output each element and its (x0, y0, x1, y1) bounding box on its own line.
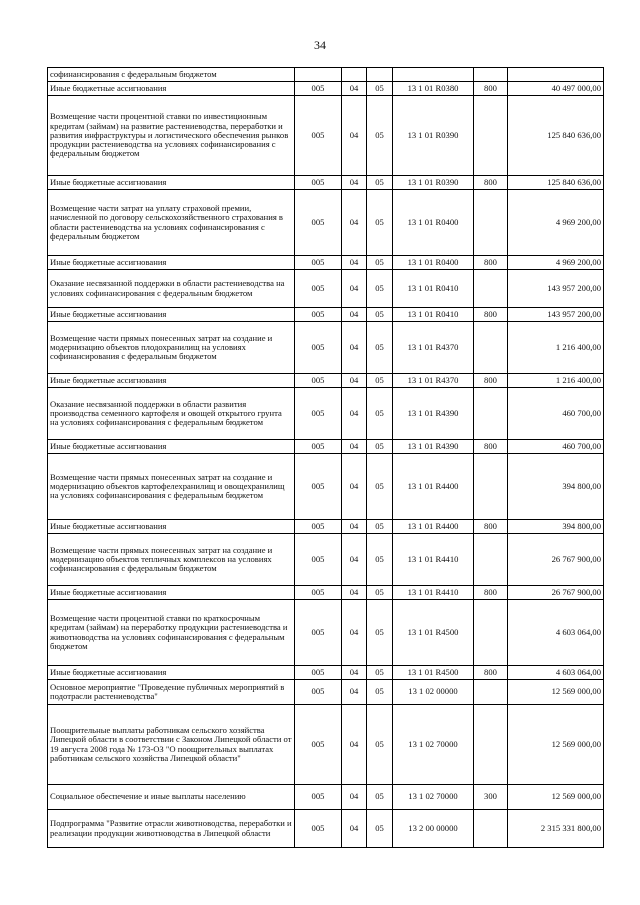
target-code-cell: 13 1 01 R0390 (393, 176, 474, 190)
expense-type-cell: 800 (474, 440, 508, 454)
target-code-cell: 13 1 02 70000 (393, 705, 474, 785)
row-name-cell: Поощрительные выплаты работникам сельского хозяйства Липецкой области в соответствии с Законом Липецкой области от 19 августа 2008 года № 173-ОЗ "О поощрительных выплатах работникам сельского хозяйства Липецкой области" (48, 705, 295, 785)
amount-cell: 4 969 200,00 (508, 256, 604, 270)
amount-cell: 1 216 400,00 (508, 322, 604, 374)
ministry-code-cell: 005 (295, 176, 342, 190)
ministry-code-cell: 005 (295, 810, 342, 848)
amount-cell: 2 315 331 800,00 (508, 810, 604, 848)
expense-type-cell: 800 (474, 374, 508, 388)
table-row (48, 454, 604, 520)
row-name-cell: Иные бюджетные ассигнования (48, 520, 295, 534)
section-code-cell (342, 68, 367, 82)
target-code-cell: 13 2 00 00000 (393, 810, 474, 848)
section-code-cell: 04 (342, 176, 367, 190)
target-code-cell: 13 1 01 R0380 (393, 82, 474, 96)
expense-type-cell (474, 534, 508, 586)
row-name-cell: Оказание несвязанной поддержки в области развития производства семенного картофеля и овощей открытого грунта на условиях софинансирования с федеральным бюджетом (48, 388, 295, 440)
row-name-cell: Иные бюджетные ассигнования (48, 176, 295, 190)
ministry-code-cell: 005 (295, 680, 342, 705)
ministry-code-cell: 005 (295, 440, 342, 454)
table-row (48, 810, 604, 848)
table-row (48, 322, 604, 374)
section-code-cell: 04 (342, 586, 367, 600)
table-row (48, 534, 604, 586)
expense-type-cell: 800 (474, 82, 508, 96)
row-name-cell: Возмещение части затрат на уплату страховой премии, начисленной по договору сельскохозяйственного страхования в области растениеводства на условиях софинансирования с федеральным бюджетом (48, 190, 295, 256)
subsection-code-cell (367, 68, 393, 82)
section-code-cell: 04 (342, 705, 367, 785)
ministry-code-cell: 005 (295, 520, 342, 534)
amount-cell: 460 700,00 (508, 388, 604, 440)
section-code-cell: 04 (342, 374, 367, 388)
expense-type-cell: 800 (474, 586, 508, 600)
expense-type-cell (474, 190, 508, 256)
ministry-code-cell: 005 (295, 96, 342, 176)
ministry-code-cell: 005 (295, 785, 342, 810)
target-code-cell: 13 1 01 R0410 (393, 270, 474, 308)
table-row (48, 374, 604, 388)
row-name-cell: Иные бюджетные ассигнования (48, 256, 295, 270)
row-name-cell: Иные бюджетные ассигнования (48, 374, 295, 388)
subsection-code-cell: 05 (367, 600, 393, 666)
amount-cell: 394 800,00 (508, 520, 604, 534)
expense-type-cell: 300 (474, 785, 508, 810)
subsection-code-cell: 05 (367, 388, 393, 440)
expense-type-cell (474, 454, 508, 520)
ministry-code-cell: 005 (295, 666, 342, 680)
table-row (48, 705, 604, 785)
subsection-code-cell: 05 (367, 374, 393, 388)
row-name-cell: Иные бюджетные ассигнования (48, 82, 295, 96)
row-name-cell: Подпрограмма "Развитие отрасли животноводства, переработки и реализации продукции животноводства в Липецкой области (48, 810, 295, 848)
subsection-code-cell: 05 (367, 308, 393, 322)
expense-type-cell (474, 68, 508, 82)
ministry-code-cell: 005 (295, 586, 342, 600)
expense-type-cell: 800 (474, 666, 508, 680)
row-name-cell: софинансирования с федеральным бюджетом (48, 68, 295, 82)
amount-cell: 12 569 000,00 (508, 785, 604, 810)
table-row (48, 520, 604, 534)
target-code-cell: 13 1 01 R4400 (393, 520, 474, 534)
row-name-cell: Иные бюджетные ассигнования (48, 666, 295, 680)
subsection-code-cell: 05 (367, 520, 393, 534)
subsection-code-cell: 05 (367, 680, 393, 705)
table-row (48, 176, 604, 190)
subsection-code-cell: 05 (367, 705, 393, 785)
section-code-cell: 04 (342, 680, 367, 705)
ministry-code-cell: 005 (295, 256, 342, 270)
section-code-cell: 04 (342, 388, 367, 440)
table-row (48, 270, 604, 308)
target-code-cell: 13 1 01 R4390 (393, 440, 474, 454)
subsection-code-cell: 05 (367, 82, 393, 96)
subsection-code-cell: 05 (367, 256, 393, 270)
target-code-cell: 13 1 02 70000 (393, 785, 474, 810)
target-code-cell: 13 1 01 R4500 (393, 600, 474, 666)
table-row (48, 256, 604, 270)
table-row (48, 388, 604, 440)
section-code-cell: 04 (342, 666, 367, 680)
amount-cell: 12 569 000,00 (508, 680, 604, 705)
section-code-cell: 04 (342, 785, 367, 810)
row-name-cell: Возмещение части процентной ставки по инвестиционным кредитам (займам) на развитие растениеводства, переработки и развития инфраструктуры и логистического обеспечения рынков продукции растениеводства на условиях софинансирования с федеральным бюджетом (48, 96, 295, 176)
expense-type-cell (474, 705, 508, 785)
target-code-cell: 13 1 01 R0390 (393, 96, 474, 176)
expense-type-cell (474, 322, 508, 374)
table-row (48, 600, 604, 666)
budget-table-body (48, 68, 604, 848)
expense-type-cell (474, 270, 508, 308)
ministry-code-cell: 005 (295, 388, 342, 440)
ministry-code-cell: 005 (295, 270, 342, 308)
ministry-code-cell: 005 (295, 705, 342, 785)
ministry-code-cell: 005 (295, 308, 342, 322)
budget-table (47, 67, 604, 848)
table-row (48, 586, 604, 600)
section-code-cell: 04 (342, 190, 367, 256)
ministry-code-cell: 005 (295, 454, 342, 520)
section-code-cell: 04 (342, 534, 367, 586)
row-name-cell: Возмещение части прямых понесенных затрат на создание и модернизацию объектов тепличных комплексов на условиях софинансирования с федеральным бюджетом (48, 534, 295, 586)
target-code-cell: 13 1 01 R4410 (393, 534, 474, 586)
target-code-cell: 13 1 01 R4390 (393, 388, 474, 440)
table-row (48, 785, 604, 810)
amount-cell: 26 767 900,00 (508, 534, 604, 586)
target-code-cell: 13 1 01 R4500 (393, 666, 474, 680)
table-row (48, 440, 604, 454)
row-name-cell: Основное мероприятие "Проведение публичных мероприятий в подотрасли растениеводства" (48, 680, 295, 705)
target-code-cell: 13 1 01 R0410 (393, 308, 474, 322)
table-row (48, 308, 604, 322)
amount-cell: 40 497 000,00 (508, 82, 604, 96)
amount-cell: 4 603 064,00 (508, 666, 604, 680)
subsection-code-cell: 05 (367, 586, 393, 600)
expense-type-cell: 800 (474, 256, 508, 270)
row-name-cell: Иные бюджетные ассигнования (48, 440, 295, 454)
ministry-code-cell: 005 (295, 82, 342, 96)
row-name-cell: Оказание несвязанной поддержки в области растениеводства на условиях софинансирования с федеральным бюджетом (48, 270, 295, 308)
table-row (48, 68, 604, 82)
expense-type-cell (474, 810, 508, 848)
amount-cell: 4 969 200,00 (508, 190, 604, 256)
amount-cell: 125 840 636,00 (508, 96, 604, 176)
subsection-code-cell: 05 (367, 440, 393, 454)
ministry-code-cell: 005 (295, 534, 342, 586)
subsection-code-cell: 05 (367, 785, 393, 810)
section-code-cell: 04 (342, 520, 367, 534)
expense-type-cell (474, 600, 508, 666)
table-row (48, 190, 604, 256)
target-code-cell: 13 1 01 R4400 (393, 454, 474, 520)
subsection-code-cell: 05 (367, 270, 393, 308)
amount-cell: 125 840 636,00 (508, 176, 604, 190)
table-row (48, 82, 604, 96)
ministry-code-cell (295, 68, 342, 82)
section-code-cell: 04 (342, 256, 367, 270)
amount-cell (508, 68, 604, 82)
amount-cell: 4 603 064,00 (508, 600, 604, 666)
ministry-code-cell: 005 (295, 190, 342, 256)
section-code-cell: 04 (342, 454, 367, 520)
row-name-cell: Возмещение части процентной ставки по краткосрочным кредитам (займам) на переработку продукции растениеводства и животноводства на условиях софинансирования с федеральным бюджетом (48, 600, 295, 666)
subsection-code-cell: 05 (367, 810, 393, 848)
target-code-cell: 13 1 01 R0400 (393, 190, 474, 256)
row-name-cell: Возмещение части прямых понесенных затрат на создание и модернизацию объектов картофелехранилищ и овощехранилищ на условиях софинансирования с федеральным бюджетом (48, 454, 295, 520)
subsection-code-cell: 05 (367, 176, 393, 190)
amount-cell: 1 216 400,00 (508, 374, 604, 388)
target-code-cell: 13 1 01 R4370 (393, 374, 474, 388)
amount-cell: 394 800,00 (508, 454, 604, 520)
expense-type-cell: 800 (474, 520, 508, 534)
table-row (48, 96, 604, 176)
ministry-code-cell: 005 (295, 322, 342, 374)
expense-type-cell: 800 (474, 176, 508, 190)
table-row (48, 680, 604, 705)
subsection-code-cell: 05 (367, 190, 393, 256)
expense-type-cell: 800 (474, 308, 508, 322)
target-code-cell: 13 1 01 R0400 (393, 256, 474, 270)
section-code-cell: 04 (342, 96, 367, 176)
page-number: 34 (314, 38, 326, 52)
target-code-cell: 13 1 01 R4370 (393, 322, 474, 374)
table-row (48, 666, 604, 680)
ministry-code-cell: 005 (295, 600, 342, 666)
row-name-cell: Возмещение части прямых понесенных затрат на создание и модернизацию объектов плодохранилищ на условиях софинансирования с федеральным бюджетом (48, 322, 295, 374)
section-code-cell: 04 (342, 810, 367, 848)
section-code-cell: 04 (342, 270, 367, 308)
amount-cell: 143 957 200,00 (508, 308, 604, 322)
target-code-cell (393, 68, 474, 82)
subsection-code-cell: 05 (367, 666, 393, 680)
section-code-cell: 04 (342, 322, 367, 374)
section-code-cell: 04 (342, 82, 367, 96)
expense-type-cell (474, 388, 508, 440)
amount-cell: 143 957 200,00 (508, 270, 604, 308)
row-name-cell: Социальное обеспечение и иные выплаты населению (48, 785, 295, 810)
row-name-cell: Иные бюджетные ассигнования (48, 308, 295, 322)
expense-type-cell (474, 680, 508, 705)
section-code-cell: 04 (342, 308, 367, 322)
section-code-cell: 04 (342, 440, 367, 454)
subsection-code-cell: 05 (367, 534, 393, 586)
expense-type-cell (474, 96, 508, 176)
amount-cell: 12 569 000,00 (508, 705, 604, 785)
amount-cell: 460 700,00 (508, 440, 604, 454)
subsection-code-cell: 05 (367, 322, 393, 374)
subsection-code-cell: 05 (367, 96, 393, 176)
target-code-cell: 13 1 01 R4410 (393, 586, 474, 600)
section-code-cell: 04 (342, 600, 367, 666)
amount-cell: 26 767 900,00 (508, 586, 604, 600)
ministry-code-cell: 005 (295, 374, 342, 388)
row-name-cell: Иные бюджетные ассигнования (48, 586, 295, 600)
target-code-cell: 13 1 02 00000 (393, 680, 474, 705)
subsection-code-cell: 05 (367, 454, 393, 520)
